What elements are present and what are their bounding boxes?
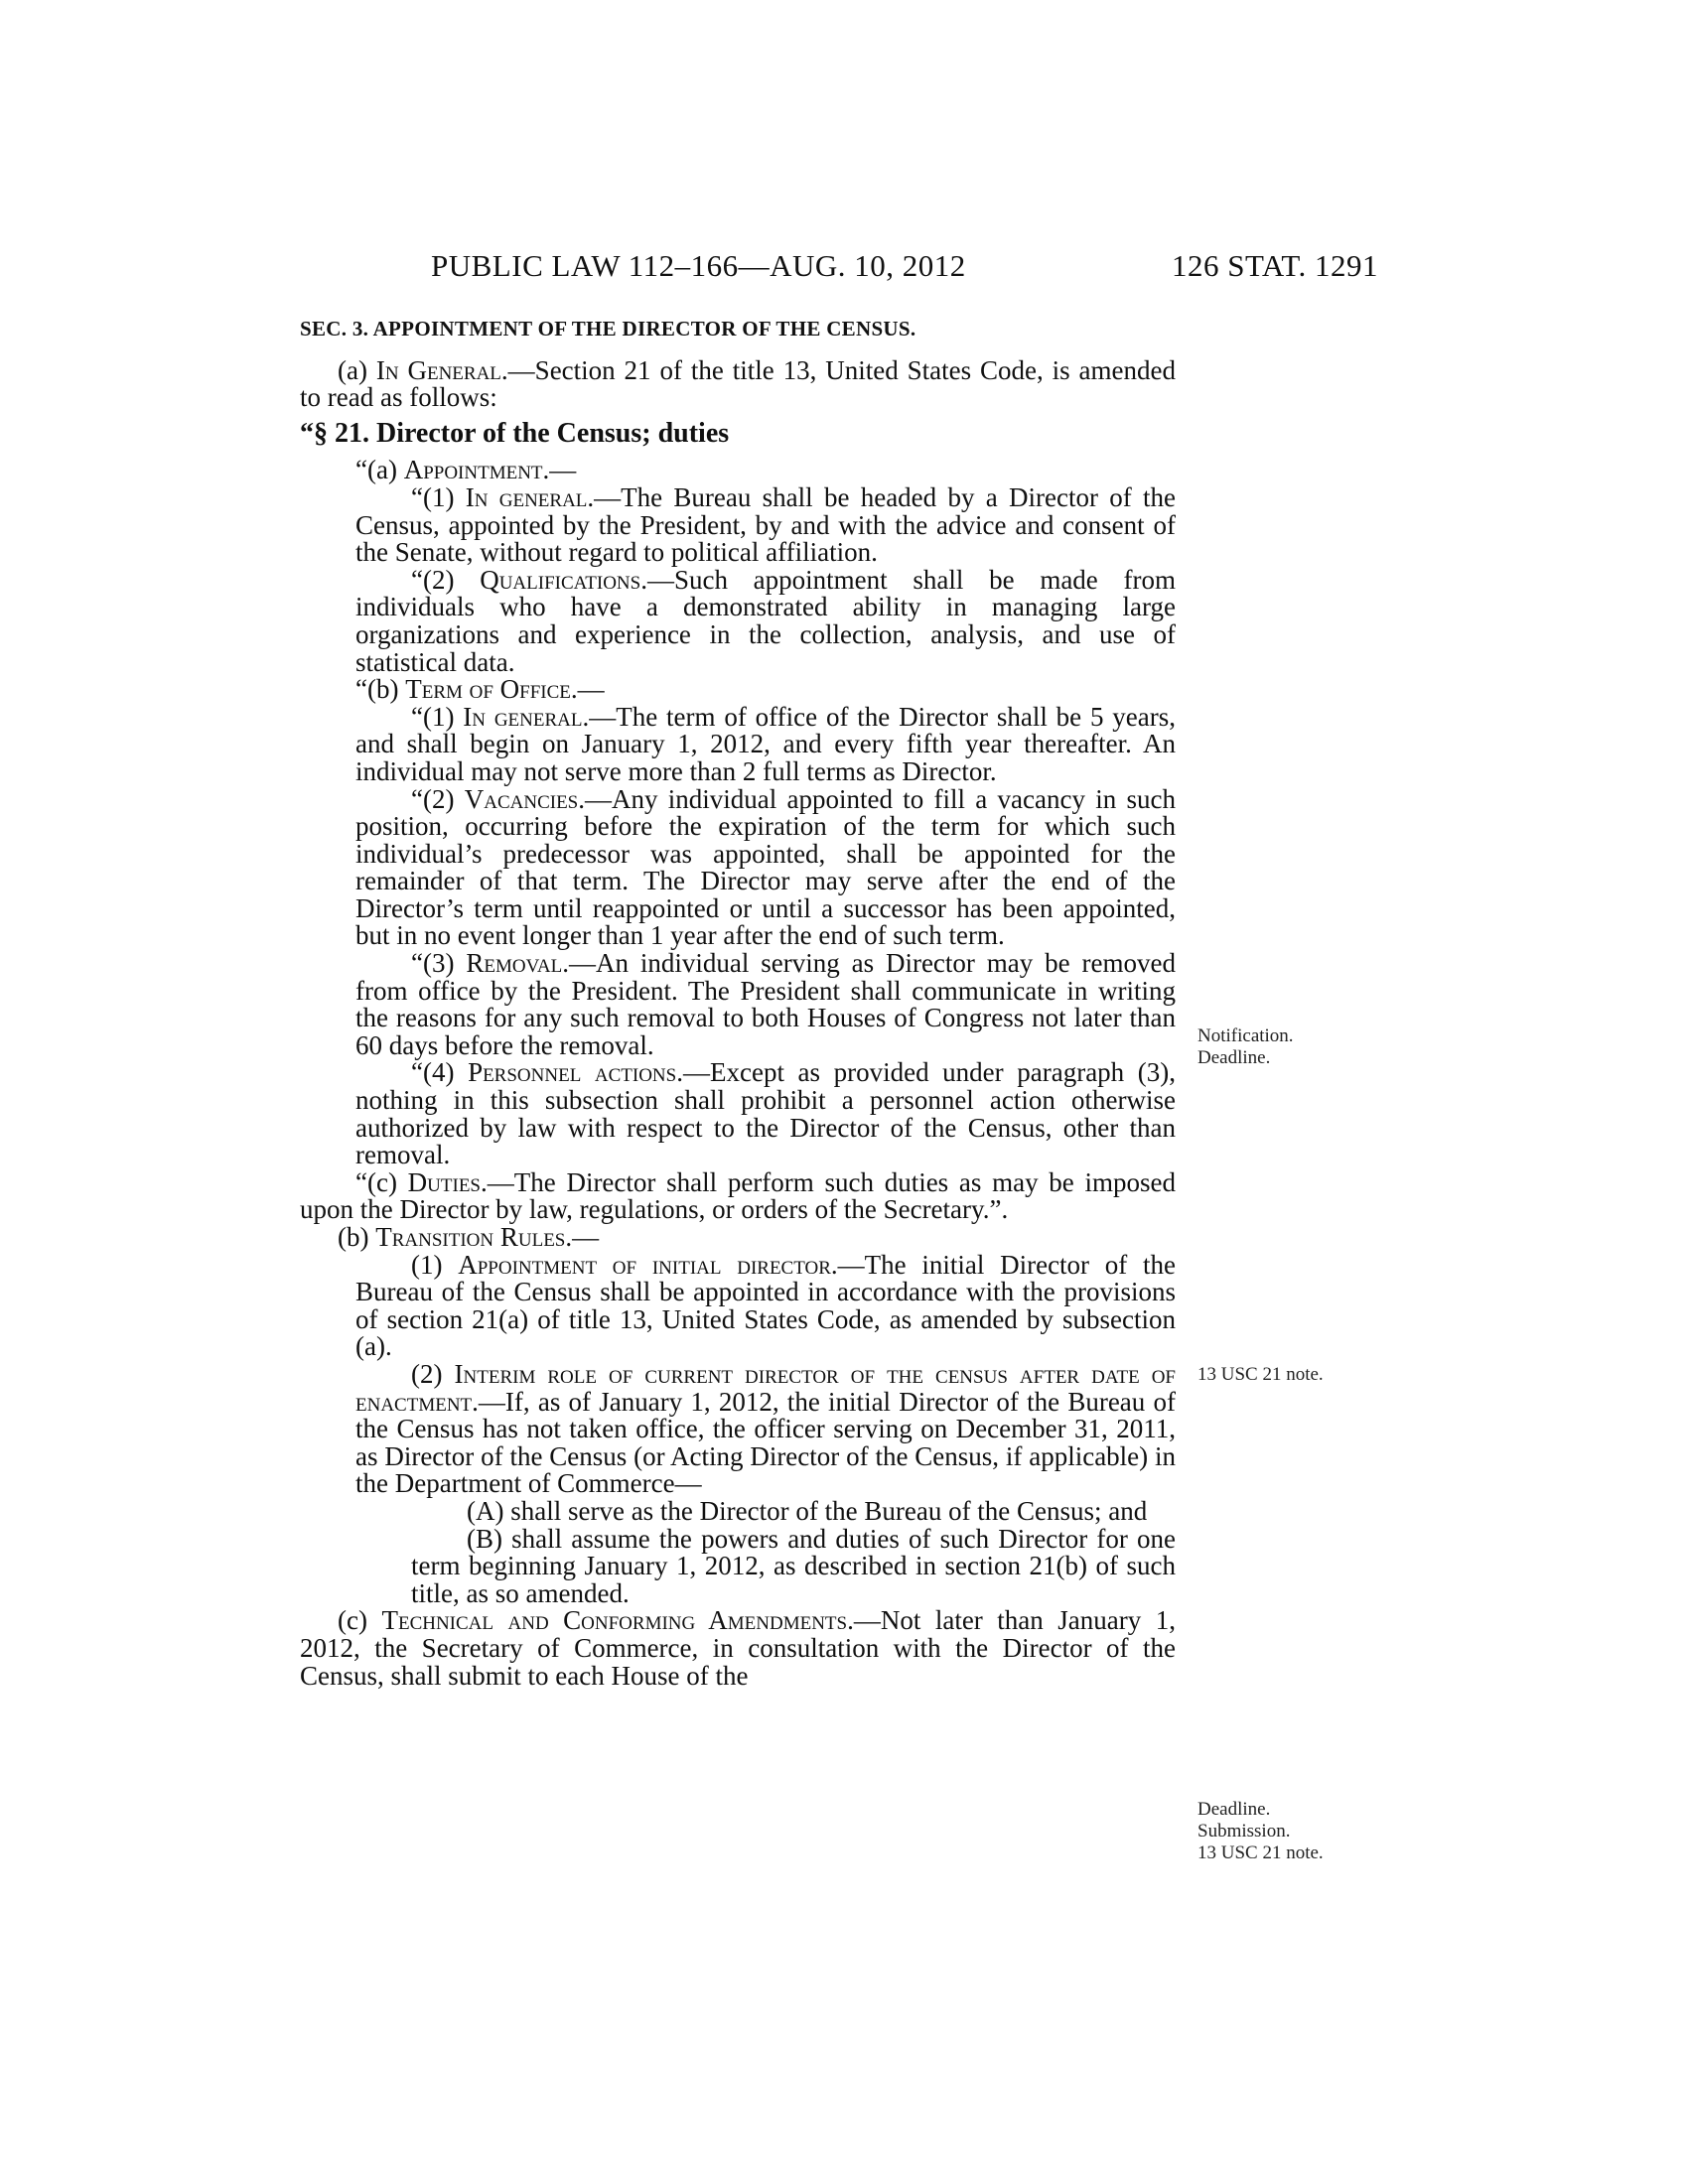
subsection-b-1: (1) Appointment of initial director.—The initial Director of the Bureau of the Census shall be appointed in accordance with the provisions of section 21(a) of title 13, United States Code, as amended by subsection (a). xyxy=(355,1249,1177,1362)
subsection-b-2-A: (A) shall serve as the Director of the Bureau of the Census; and xyxy=(467,1495,1148,1526)
subsection-b-2: (2) Interim role of current director of the census after date of enactment.—If, as of January 1, 2012, the initial Director of the Bureau of the Census has not taken office, the officer serving on December 31, 2011, as Director of the Census (or Acting Director of the Census, if applicable) in the Department of Commerce— xyxy=(355,1358,1176,1499)
margin-note-usc: 13 USC 21 note. xyxy=(1197,1364,1324,1385)
subsection-b: (b) Transition Rules.— xyxy=(338,1222,600,1252)
subsection-a: (a) In General.—Section 21 of the title 13, United States Code, is amended to read as follows: xyxy=(300,354,1177,413)
section-21-b-2: “(2) Vacancies.—Any individual appointed to fill a vacancy in such position, occurring before the expiration of the term for which such individual’s predecessor was appointed, shall be appointed for the remainder of that term. The Director may serve after the end of the Director’s term until reappointed or until a successor has been appointed, but in no event longer than 1 year after the end of such term. xyxy=(355,783,1176,951)
section-21-heading: “§ 21. Director of the Census; duties xyxy=(300,417,730,449)
section-21-b-4: “(4) Personnel actions.—Except as provided under paragraph (3), nothing in this subsection shall prohibit a personnel action otherwise authorized by law with respect to the Director of the Census, other than removal. xyxy=(355,1057,1177,1170)
section-21-a: “(a) Appointment.— xyxy=(355,455,577,485)
section-21-a-1: “(1) In general.—The Bureau shall be headed by a Director of the Census, appointed by the President, by and with the advice and consent of the Senate, without regard to political affiliation. xyxy=(355,481,1176,568)
section-21-b-3: “(3) Removal.—An individual serving as Director may be removed from office by the President. The President shall communicate in writing the reasons for any such removal to both Houses of Congress not later than 60 days before the removal. xyxy=(355,948,1176,1060)
subsection-b-2-B: (B) shall assume the powers and duties of such Director for one term beginning January 1, 2012, as described in section 21(b) of such title, as so amended. xyxy=(411,1523,1176,1608)
statute-page-number: 126 STAT. 1291 xyxy=(1171,248,1378,283)
section-21-c: “(c) Duties.—The Director shall perform such duties as may be imposed upon the Director by law, regulations, or orders of the Secretary.”. xyxy=(300,1166,1176,1225)
section-21-a-2: “(2) Qualifications.—Such appointment shall be made from individuals who have a demonstrated ability in managing large organizations and experience in the collection, analysis, and use of statistical data. xyxy=(355,564,1177,677)
subsection-c: (c) Technical and Conforming Amendments.—Not later than January 1, 2012, the Secretary of Commerce, in consultation with the Director of the Census, shall submit to each House of the xyxy=(300,1605,1176,1691)
margin-note-notification: Notification. Deadline. xyxy=(1197,1025,1294,1068)
public-law-citation: PUBLIC LAW 112–166—AUG. 10, 2012 xyxy=(431,248,966,283)
section-heading: SEC. 3. APPOINTMENT OF THE DIRECTOR OF THE CENSUS. xyxy=(300,317,916,341)
subsection-a-caption: In General xyxy=(375,354,501,385)
margin-note-deadline-submission: Deadline. Submission. 13 USC 21 note. xyxy=(1197,1799,1324,1863)
section-21-b: “(b) Term of Office.— xyxy=(355,674,605,705)
body-text xyxy=(300,316,1176,1690)
section-21-b-1: “(1) In general.—The term of office of the Director shall be 5 years, and shall begin on January 1, 2012, and every fifth year thereafter. An individual may not serve more than 2 full terms as Director. xyxy=(355,701,1176,786)
running-head xyxy=(431,248,1378,292)
